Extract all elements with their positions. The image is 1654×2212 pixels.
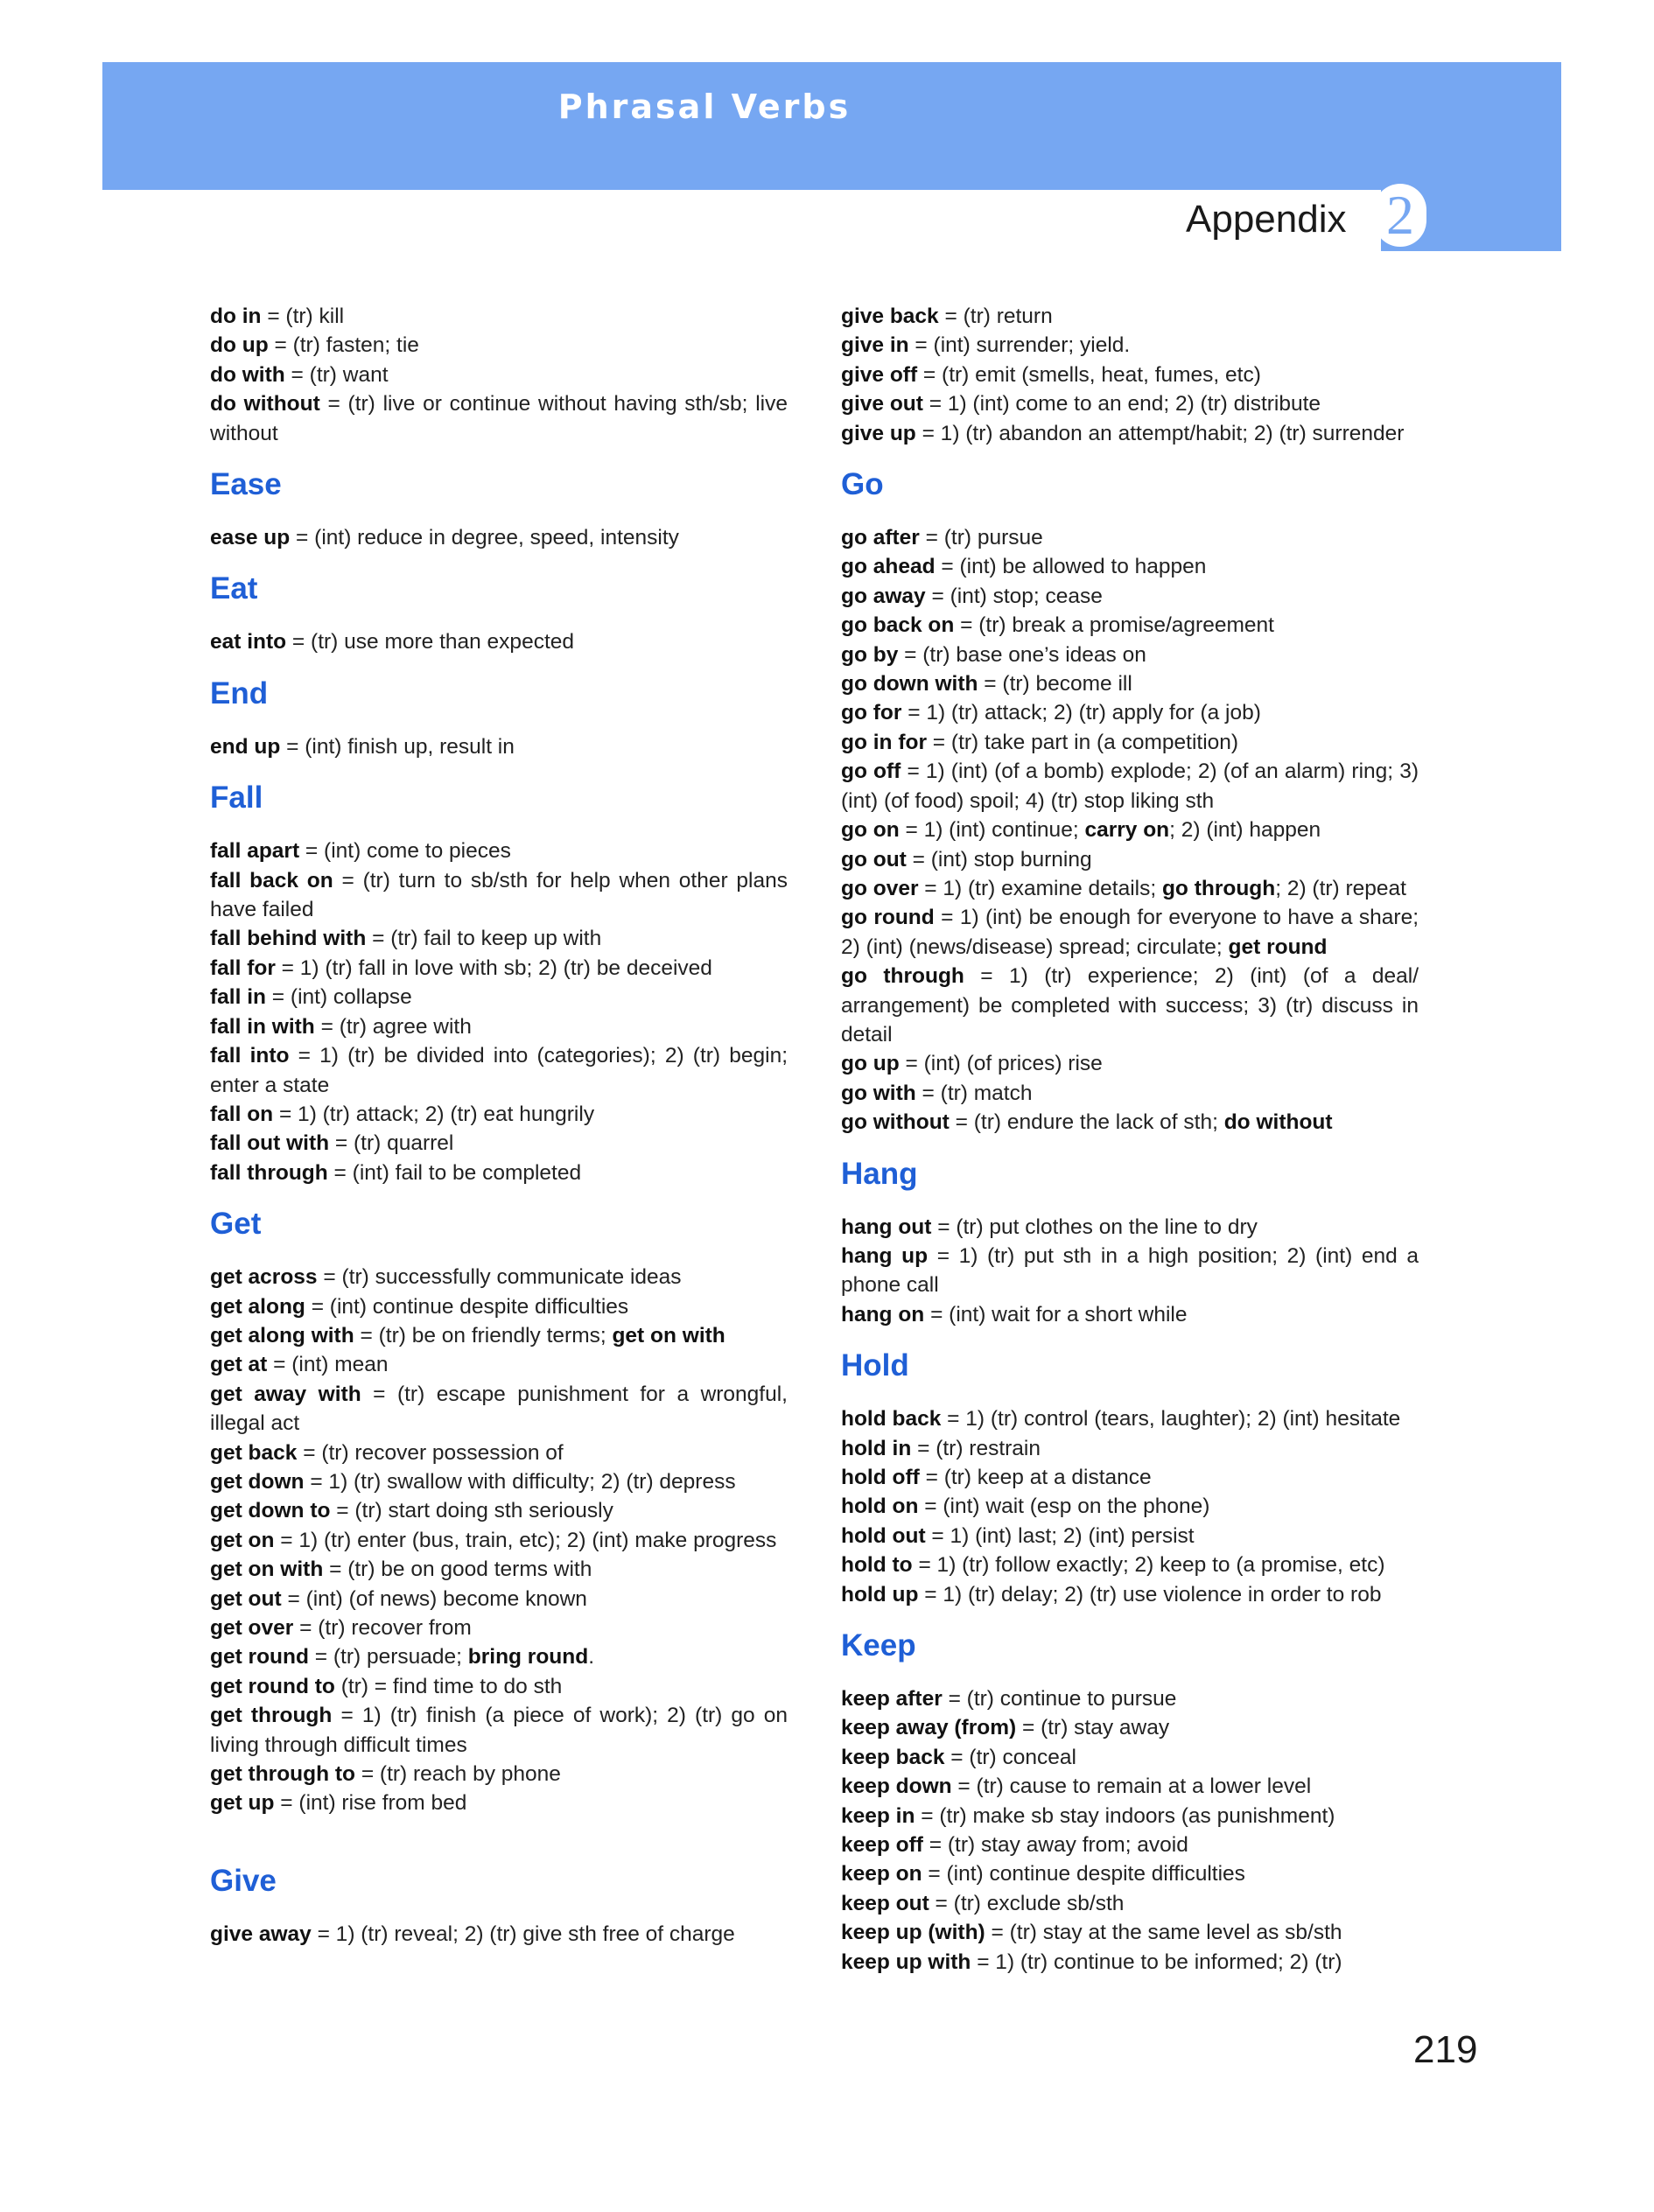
- left-column: [210, 302, 788, 1949]
- dictionary-entry: [210, 1555, 788, 1584]
- entry-definition: = (int) wait (esp on the phone): [918, 1494, 1210, 1519]
- entry-definition: = 1) (tr) be divided into (categories); 2) (tr) begin; enter a state: [210, 1044, 788, 1097]
- section-heading: Get: [210, 1207, 262, 1242]
- entry-cross-reference: do without: [1223, 1110, 1333, 1135]
- entry-definition: = 1) (tr) finish (a piece of work); 2) (tr) go on living through difficult times: [210, 1704, 788, 1757]
- entry-definition: = 1) (tr) swallow with difficulty; 2) (tr) depress: [304, 1469, 736, 1494]
- dictionary-entry: [210, 1614, 788, 1642]
- entry-term: give back: [841, 304, 939, 328]
- entry-definition: = 1) (tr) examine details;: [918, 876, 1162, 900]
- entry-cross-reference: bring round: [467, 1645, 589, 1670]
- entry-term: go over: [841, 876, 919, 900]
- entry-definition: = 1) (int) come to an end; 2) (tr) distribute: [922, 392, 1321, 416]
- entry-definition: = 1) (tr) experience; 2) (int) (of a deal/ arrangement) be completed with success; 3) (tr) discuss in detail: [841, 964, 1419, 1046]
- entry-definition: = (tr) emit (smells, heat, fumes, etc): [917, 362, 1261, 387]
- entry-term: keep down: [841, 1774, 952, 1799]
- entry-term: give up: [841, 421, 916, 445]
- entry-term: get along: [210, 1294, 305, 1319]
- entry-term: fall for: [210, 956, 276, 980]
- dictionary-entry: [841, 1463, 1419, 1492]
- entry-definition: = (tr) stay away from; avoid: [922, 1833, 1188, 1858]
- entry-definition-tail: .: [588, 1645, 595, 1670]
- entry-term: get on: [210, 1528, 275, 1552]
- entry-term: get round: [210, 1645, 309, 1670]
- dictionary-entry: [841, 1830, 1419, 1859]
- entry-term: keep after: [841, 1687, 943, 1712]
- entry-definition: = (int) wait for a short while: [924, 1302, 1188, 1326]
- dictionary-entry: [210, 1263, 788, 1292]
- entry-term: go in for: [841, 730, 927, 754]
- entry-definition: = (int) stop burning: [906, 847, 1092, 872]
- section-heading: Give: [210, 1863, 277, 1898]
- entry-definition: = (int) continue despite difficulties: [305, 1294, 629, 1319]
- section-heading: Hang: [841, 1156, 918, 1191]
- dictionary-entry: [841, 1522, 1419, 1550]
- entry-definition: = (int) reduce in degree, speed, intensity: [290, 526, 679, 550]
- entry-term: give away: [210, 1922, 312, 1946]
- entry-term: go for: [841, 701, 902, 725]
- entry-definition: = 1) (tr) enter (bus, train, etc); 2) (int) make progress: [274, 1528, 777, 1552]
- dictionary-entry: [841, 389, 1419, 418]
- entry-term: fall behind with: [210, 927, 367, 951]
- entry-definition: = (tr) be on friendly terms;: [354, 1323, 613, 1348]
- dictionary-entry: [841, 640, 1419, 669]
- entry-definition: = (tr) become ill: [978, 672, 1132, 696]
- dictionary-entry: [841, 523, 1419, 552]
- dictionary-entry: [841, 1743, 1419, 1772]
- entry-term: go up: [841, 1052, 900, 1076]
- dictionary-entry: [841, 874, 1419, 903]
- dictionary-entry: [210, 1129, 788, 1158]
- dictionary-entry: [210, 1041, 788, 1100]
- entry-definition: = (tr) recover possession of: [297, 1440, 564, 1465]
- entry-term: hold to: [841, 1553, 913, 1578]
- dictionary-entry: [841, 302, 1419, 331]
- entry-term: do up: [210, 333, 269, 358]
- entry-term: get across: [210, 1265, 318, 1290]
- entry-definition: = (int) stop; cease: [925, 584, 1103, 608]
- dictionary-entry: [841, 1859, 1419, 1888]
- dictionary-entry: [210, 954, 788, 983]
- entry-term: keep out: [841, 1891, 929, 1915]
- entry-definition-tail: ; 2) (tr) repeat: [1275, 876, 1406, 900]
- dictionary-entry: [210, 302, 788, 331]
- entry-term: go off: [841, 760, 901, 784]
- entry-definition: = 1) (int) (of a bomb) explode; 2) (of an alarm) ring; 3) (int) (of food) spoil; 4) (tr) stop liking sth: [841, 760, 1419, 813]
- dictionary-entry: [210, 1380, 788, 1438]
- entry-term: give off: [841, 362, 918, 387]
- dictionary-entry: [841, 552, 1419, 581]
- dictionary-entry: [841, 1404, 1419, 1433]
- entry-term: go by: [841, 642, 899, 667]
- entry-term: give in: [841, 333, 909, 358]
- entry-definition: = (tr) fasten; tie: [268, 333, 419, 358]
- entry-cross-reference: go through: [1161, 876, 1276, 900]
- dictionary-entry: [210, 1158, 788, 1187]
- entry-definition: = (tr) return: [938, 304, 1053, 328]
- dictionary-entry: [210, 1292, 788, 1321]
- entry-definition: = 1) (int) last; 2) (int) persist: [925, 1523, 1195, 1548]
- entry-definition: = (tr) want: [284, 362, 389, 387]
- entry-definition: = (tr) pursue: [919, 526, 1043, 550]
- dictionary-entry: [841, 1079, 1419, 1108]
- entry-term: get at: [210, 1353, 268, 1377]
- entry-term: get through: [210, 1704, 333, 1728]
- entry-definition: = (tr) persuade;: [308, 1645, 468, 1670]
- dictionary-entry: [210, 732, 788, 761]
- section-heading: Hold: [841, 1348, 909, 1383]
- entry-term: end up: [210, 734, 281, 759]
- entry-definition-tail: ; 2) (int) happen: [1169, 818, 1321, 843]
- section-heading: Keep: [841, 1628, 916, 1663]
- section-heading: Fall: [210, 780, 263, 816]
- entry-definition: = (tr) kill: [261, 304, 345, 328]
- entry-term: do without: [210, 392, 320, 416]
- entry-definition: = (tr) live or continue without having sth/sb; live without: [210, 392, 788, 445]
- entry-term: get out: [210, 1586, 282, 1611]
- dictionary-entry: [210, 1321, 788, 1350]
- dictionary-entry: [841, 1300, 1419, 1329]
- entry-term: get along with: [210, 1323, 354, 1348]
- entry-term: go ahead: [841, 555, 936, 579]
- dictionary-entry: [210, 1350, 788, 1379]
- entry-definition: = (tr) fail to keep up with: [366, 927, 602, 951]
- entry-definition: = (tr) successfully communicate ideas: [317, 1265, 682, 1290]
- dictionary-entry: [841, 669, 1419, 698]
- entry-definition: = 1) (tr) put sth in a high position; 2) (int) end a phone call: [841, 1243, 1419, 1298]
- entry-definition: = (tr) restrain: [911, 1436, 1041, 1460]
- appendix-label: Appendix: [1186, 198, 1347, 241]
- entry-definition: = (tr) exclude sb/sth: [929, 1891, 1125, 1915]
- entry-term: hold out: [841, 1523, 926, 1548]
- entry-term: hold off: [841, 1466, 920, 1489]
- dictionary-entry: [210, 1467, 788, 1496]
- entry-definition: = (tr) reach by phone: [355, 1762, 561, 1787]
- entry-term: go through: [841, 964, 964, 989]
- dictionary-entry: [210, 627, 788, 656]
- entry-definition: = (int) continue despite difficulties: [922, 1862, 1245, 1886]
- entry-term: go out: [841, 847, 907, 872]
- entry-term: get round to: [210, 1674, 335, 1698]
- entry-definition: = (int) (of news) become known: [281, 1586, 587, 1611]
- entry-term: hang up: [841, 1243, 929, 1268]
- entry-term: keep back: [841, 1745, 945, 1769]
- entry-definition: = (tr) take part in (a competition): [926, 730, 1239, 754]
- entry-definition: = (int) finish up, result in: [280, 734, 515, 759]
- entry-definition: = (int) be allowed to happen: [935, 555, 1207, 579]
- entry-definition: = (tr) base one’s ideas on: [898, 642, 1146, 667]
- entry-term: hang on: [841, 1302, 925, 1326]
- entry-definition: = 1) (tr) fall in love with sb; 2) (tr) be deceived: [275, 956, 712, 980]
- entry-term: keep up with: [841, 1950, 971, 1974]
- dictionary-entry: [210, 1760, 788, 1788]
- entry-definition: = (tr) agree with: [314, 1014, 472, 1039]
- entry-definition: = (tr) conceal: [944, 1745, 1076, 1769]
- dictionary-entry: [841, 1802, 1419, 1830]
- dictionary-entry: [210, 389, 788, 448]
- dictionary-entry: [841, 360, 1419, 389]
- entry-term: go down with: [841, 672, 978, 696]
- entry-term: get down to: [210, 1499, 331, 1523]
- entry-term: keep up (with): [841, 1921, 985, 1945]
- entry-definition: = (tr) start doing sth seriously: [330, 1499, 613, 1523]
- dictionary-entry: [841, 419, 1419, 448]
- dictionary-entry: [841, 698, 1419, 727]
- entry-definition: = (tr) break a promise/agreement: [954, 613, 1274, 638]
- entry-term: get down: [210, 1469, 305, 1494]
- section-heading: Go: [841, 467, 884, 502]
- entry-term: fall into: [210, 1044, 290, 1068]
- dictionary-entry: [210, 1788, 788, 1817]
- entry-term: get over: [210, 1616, 294, 1640]
- entry-definition: = (tr) turn to sb/sth for help when other plans have failed: [210, 868, 788, 922]
- dictionary-entry: [210, 1100, 788, 1129]
- dictionary-entry: [841, 611, 1419, 640]
- page-number: 219: [1413, 2028, 1478, 2071]
- entry-term: do with: [210, 362, 285, 387]
- dictionary-entry: [210, 1920, 788, 1949]
- dictionary-entry: [841, 1948, 1419, 1977]
- dictionary-entry: [841, 1918, 1419, 1947]
- entry-term: fall through: [210, 1160, 328, 1185]
- entry-definition: = (int) fail to be completed: [327, 1160, 582, 1185]
- dictionary-entry: [841, 816, 1419, 844]
- entry-definition: = 1) (tr) attack; 2) (tr) eat hungrily: [273, 1102, 595, 1126]
- entry-term: eat into: [210, 630, 287, 654]
- entry-term: go back on: [841, 613, 955, 638]
- dictionary-entry: [210, 924, 788, 953]
- dictionary-entry: [841, 1713, 1419, 1742]
- entry-definition: = (int) rise from bed: [274, 1791, 467, 1816]
- dictionary-entry: [841, 757, 1419, 816]
- dictionary-entry: [210, 360, 788, 389]
- dictionary-entry: [210, 1012, 788, 1041]
- dictionary-entry: [210, 866, 788, 925]
- entry-term: do in: [210, 304, 262, 328]
- entry-term: hang out: [841, 1214, 932, 1239]
- dictionary-entry: [841, 1580, 1419, 1609]
- entry-term: fall on: [210, 1102, 274, 1126]
- entry-definition: = (tr) put clothes on the line to dry: [931, 1214, 1258, 1239]
- dictionary-entry: [841, 962, 1419, 1049]
- entry-term: get up: [210, 1791, 275, 1816]
- entry-term: go with: [841, 1081, 916, 1105]
- entry-term: keep away (from): [841, 1716, 1017, 1740]
- dictionary-entry: [841, 1108, 1419, 1137]
- header-banner: [102, 62, 1561, 190]
- entry-definition: = (int) mean: [267, 1353, 389, 1377]
- entry-definition: = (int) (of prices) rise: [899, 1052, 1103, 1076]
- entry-definition: = (tr) stay away: [1016, 1716, 1170, 1740]
- entry-definition: = 1) (tr) abandon an attempt/habit; 2) (tr) surrender: [915, 421, 1405, 445]
- entry-definition: = 1) (int) continue;: [899, 818, 1085, 843]
- entry-term: keep in: [841, 1803, 915, 1828]
- entry-term: hold on: [841, 1494, 919, 1519]
- entry-definition: = (int) come to pieces: [299, 839, 511, 864]
- entry-definition: = (tr) endure the lack of sth;: [949, 1110, 1224, 1135]
- dictionary-entry: [841, 1889, 1419, 1918]
- entry-definition: = 1) (tr) control (tears, laughter); 2) (int) hesitate: [941, 1407, 1401, 1432]
- dictionary-entry: [841, 903, 1419, 962]
- entry-term: get back: [210, 1440, 298, 1465]
- entry-definition: = 1) (int) be enough for everyone to have a share; 2) (int) (news/disease) spread; circulate;: [841, 906, 1419, 959]
- entry-definition: = (tr) match: [915, 1081, 1033, 1105]
- entry-definition: = 1) (tr) continue to be informed; 2) (tr): [971, 1950, 1342, 1974]
- dictionary-entry: [841, 1434, 1419, 1463]
- dictionary-entry: [210, 1672, 788, 1701]
- section-title: Phrasal Verbs: [557, 88, 852, 126]
- entry-definition: = (int) surrender; yield.: [908, 333, 1131, 358]
- entry-term: fall back on: [210, 868, 333, 892]
- entry-cross-reference: get on with: [612, 1323, 725, 1348]
- dictionary-entry: [841, 1492, 1419, 1521]
- entry-term: get on with: [210, 1558, 324, 1582]
- entry-term: go without: [841, 1110, 950, 1135]
- entry-term: give out: [841, 392, 923, 416]
- dictionary-entry: [841, 1242, 1419, 1300]
- dictionary-entry: [210, 1526, 788, 1555]
- dictionary-entry: [841, 582, 1419, 611]
- dictionary-entry: [210, 836, 788, 865]
- dictionary-entry: [210, 1642, 788, 1671]
- dictionary-entry: [841, 331, 1419, 360]
- dictionary-entry: [210, 523, 788, 552]
- entry-definition: = (tr) cause to remain at a lower level: [951, 1774, 1312, 1799]
- dictionary-entry: [210, 1585, 788, 1614]
- entry-definition: = (tr) recover from: [293, 1616, 472, 1640]
- entry-definition: = (int) collapse: [265, 985, 412, 1010]
- entry-term: go round: [841, 906, 935, 930]
- entry-term: get through to: [210, 1762, 356, 1787]
- section-heading: Eat: [210, 571, 258, 606]
- entry-definition: = (tr) stay at the same level as sb/sth: [985, 1921, 1342, 1945]
- entry-definition: = (tr) make sb stay indoors (as punishment): [915, 1803, 1335, 1828]
- entry-definition: = (tr) keep at a distance: [919, 1466, 1152, 1489]
- dictionary-entry: [841, 1684, 1419, 1713]
- entry-cross-reference: carry on: [1084, 818, 1170, 843]
- appendix-number: 2: [1374, 184, 1426, 247]
- dictionary-entry: [210, 1438, 788, 1467]
- dictionary-entry: [841, 1049, 1419, 1078]
- entry-term: hold back: [841, 1407, 942, 1432]
- entry-term: keep on: [841, 1862, 922, 1886]
- entry-definition: = (tr) use more than expected: [286, 630, 574, 654]
- section-heading: End: [210, 676, 269, 710]
- entry-term: hold in: [841, 1436, 912, 1460]
- entry-definition: = (tr) continue to pursue: [942, 1687, 1177, 1712]
- entry-definition: = 1) (tr) reveal; 2) (tr) give sth free of charge: [311, 1922, 735, 1946]
- right-column: [841, 302, 1419, 1977]
- entry-term: fall out with: [210, 1131, 330, 1156]
- dictionary-entry: [210, 1701, 788, 1760]
- dictionary-entry: [841, 845, 1419, 874]
- entry-definition: = (tr) escape punishment for a wrongful, illegal act: [210, 1382, 788, 1436]
- entry-term: go away: [841, 584, 926, 608]
- entry-definition: = 1) (tr) delay; 2) (tr) use violence in order to rob: [918, 1582, 1382, 1606]
- entry-term: fall apart: [210, 839, 300, 864]
- entry-definition: = 1) (tr) follow exactly; 2) keep to (a promise, etc): [912, 1553, 1385, 1578]
- entry-term: go after: [841, 526, 920, 550]
- dictionary-entry: [210, 331, 788, 360]
- entry-definition: = (tr) quarrel: [329, 1131, 454, 1156]
- entry-cross-reference: get round: [1228, 934, 1328, 959]
- entry-term: ease up: [210, 526, 291, 550]
- dictionary-entry: [841, 1550, 1419, 1579]
- entry-definition: = 1) (tr) attack; 2) (tr) apply for (a job): [901, 701, 1261, 725]
- entry-term: fall in: [210, 985, 266, 1010]
- dictionary-entry: [841, 728, 1419, 757]
- dictionary-entry: [841, 1213, 1419, 1242]
- section-heading: Ease: [210, 467, 282, 502]
- entry-term: fall in with: [210, 1014, 315, 1039]
- dictionary-entry: [210, 1496, 788, 1525]
- dictionary-entry: [210, 983, 788, 1012]
- entry-term: hold up: [841, 1582, 919, 1606]
- entry-term: go on: [841, 818, 900, 843]
- entry-definition: (tr) = find time to do sth: [334, 1674, 563, 1698]
- entry-definition: = (tr) be on good terms with: [323, 1558, 592, 1582]
- entry-term: keep off: [841, 1833, 923, 1858]
- dictionary-entry: [841, 1772, 1419, 1801]
- entry-term: get away with: [210, 1382, 361, 1406]
